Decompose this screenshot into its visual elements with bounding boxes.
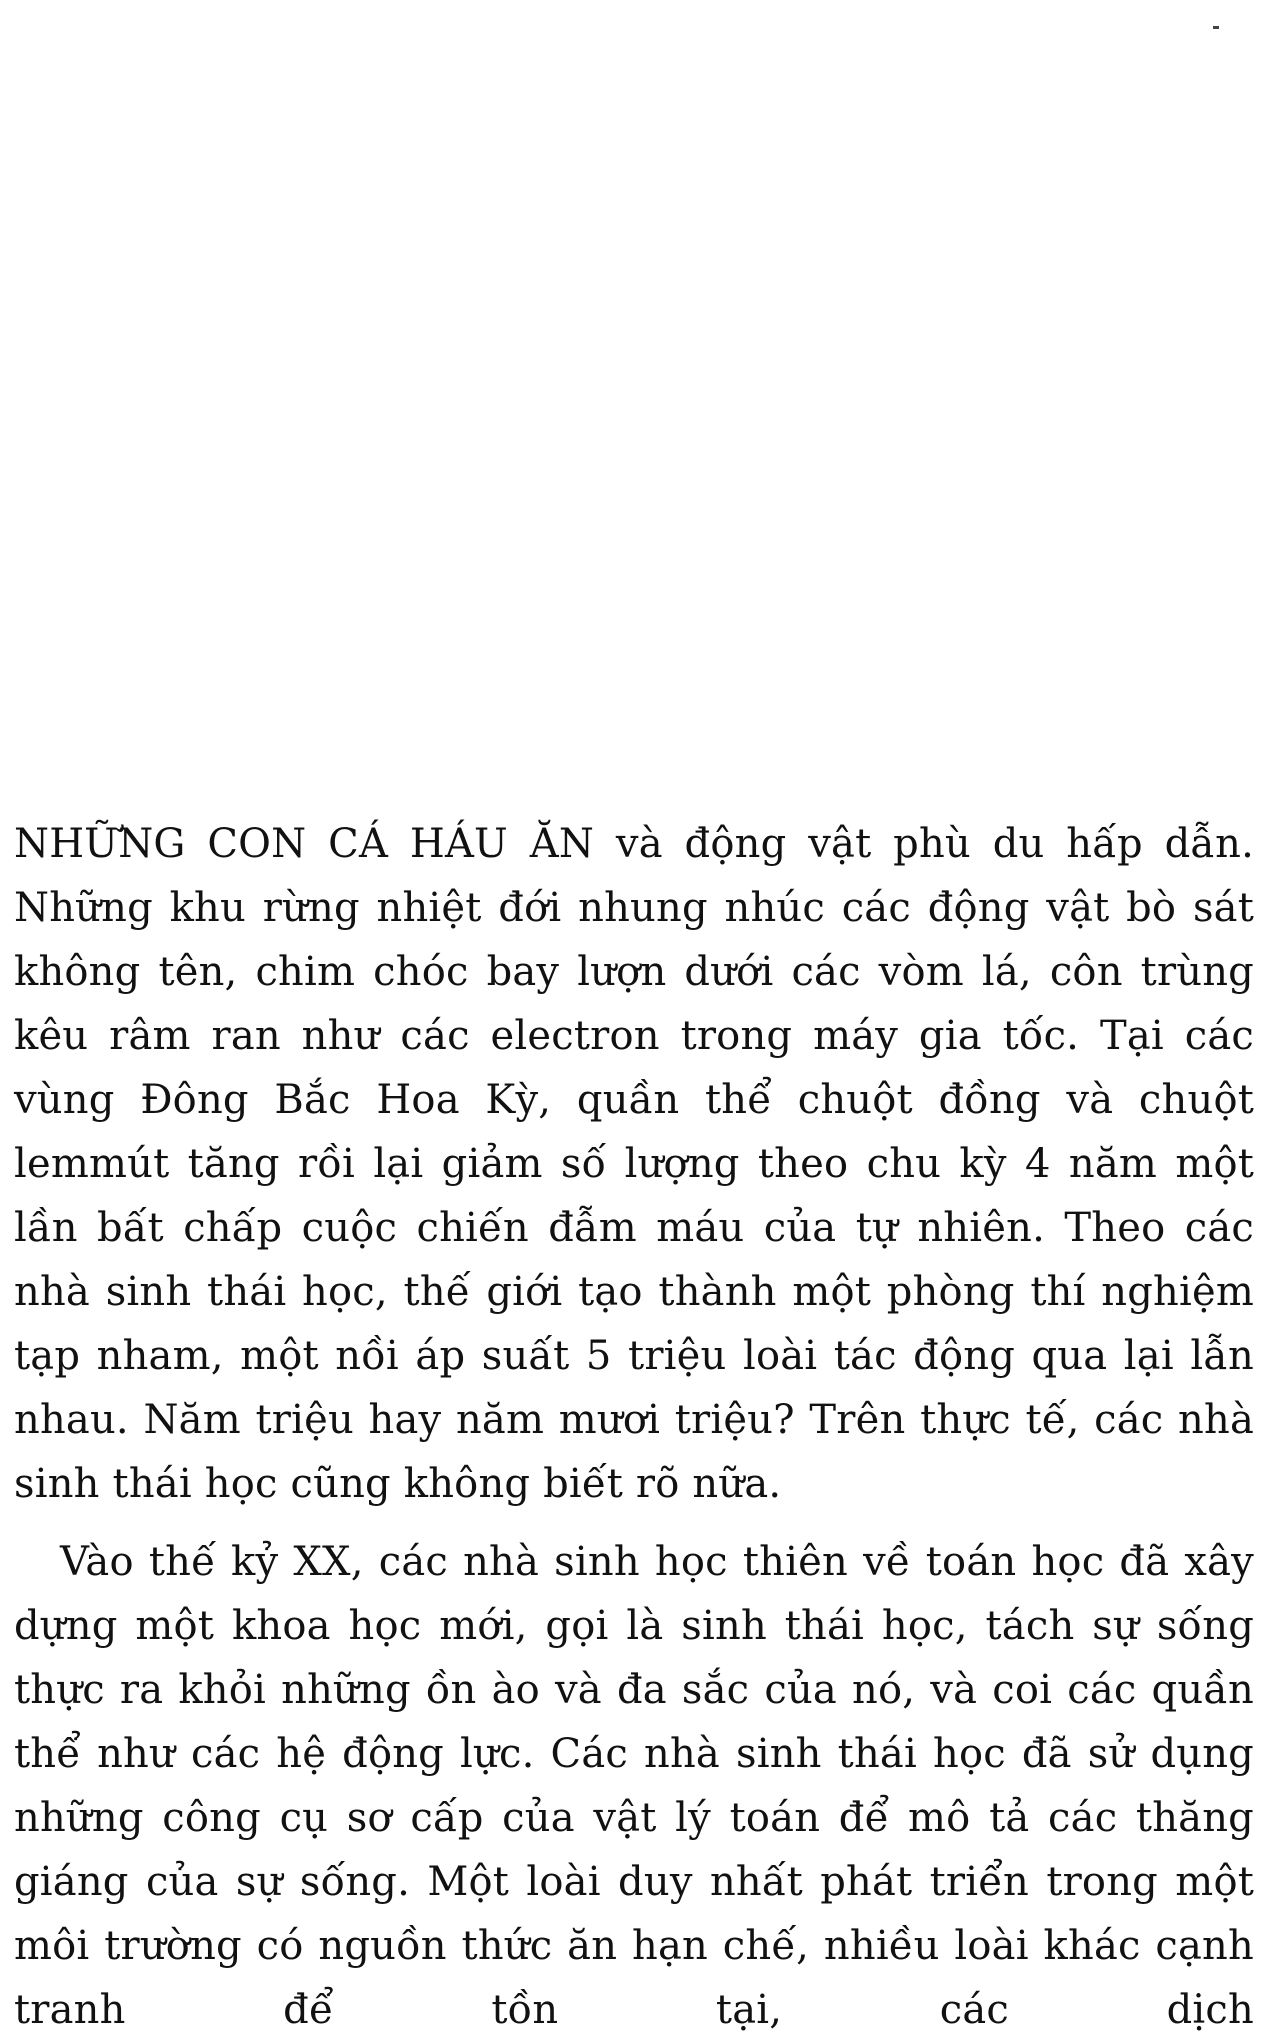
body-text <box>14 812 1254 2042</box>
paragraph-2: Vào thế kỷ XX, các nhà sinh học thiên về toán học đã xây dựng một khoa học mới, gọi là sinh thái học, tách sự sống thực ra khỏi những ồn ào và đa sắc của nó, và coi các quần thể như các hệ động lực. Các nhà sinh thái học đã sử dụng những công cụ sơ cấp của vật lý toán để mô tả các thăng giáng của sự sống. Một loài duy nhất phát triển trong một môi trường có nguồn thức ăn hạn chế, nhiều loài khác cạnh tranh để tồn tại, các dịch <box>14 1539 1254 2033</box>
scan-mark <box>1213 26 1219 29</box>
paragraph-1: NHỮNG CON CÁ HÁU ĂN và động vật phù du hấp dẫn. Những khu rừng nhiệt đới nhung nhúc các động vật bò sát không tên, chim chóc bay lượn dưới các vòm lá, côn trùng kêu râm ran như các electron trong máy gia tốc. Tại các vùng Đông Bắc Hoa Kỳ, quần thể chuột đồng và chuột lemmút tăng rồi lại giảm số lượng theo chu kỳ 4 năm một lần bất chấp cuộc chiến đẫm máu của tự nhiên. Theo các nhà sinh thái học, thế giới tạo thành một phòng thí nghiệm tạp nham, một nồi áp suất 5 triệu loài tác động qua lại lẫn nhau. Năm triệu hay năm mươi triệu? Trên thực tế, các nhà sinh thái học cũng không biết rõ nữa. <box>14 821 1254 1507</box>
